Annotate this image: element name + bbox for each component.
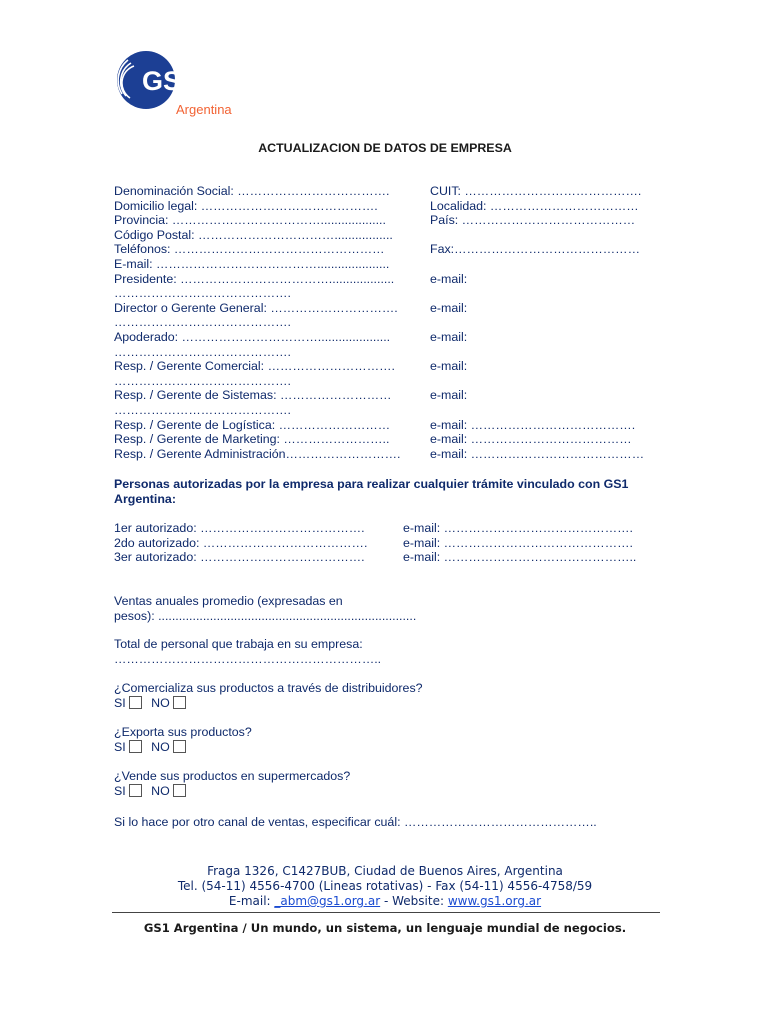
left-field-line: Resp. / Gerente de Logística: ………………………	[114, 417, 391, 432]
left-field-line: …………………………………….	[114, 286, 291, 301]
right-field-line: e-mail: …………………………………	[430, 432, 632, 447]
question-supermarkets	[114, 769, 350, 798]
authorized-emails	[403, 521, 636, 565]
right-field-line	[430, 374, 644, 389]
right-field-line	[430, 315, 644, 330]
yes-checkbox[interactable]	[129, 696, 142, 709]
left-field-line: Denominación Social: ……………………………….	[114, 184, 390, 198]
left-field-line: Resp. / Gerente Administración……………………….	[114, 446, 401, 461]
left-field-line: …………………………………….	[114, 373, 291, 388]
authorized-name: 2do autorizado: ………………………………….	[114, 535, 368, 550]
yes-label: SI	[114, 783, 126, 798]
staff-count-blank: ………………………………………………………..	[114, 651, 382, 666]
no-checkbox[interactable]	[173, 784, 186, 797]
gs1-logo	[112, 50, 242, 118]
gs1-logo-icon	[112, 50, 242, 118]
annual-sales-blank: pesos): ...........................................................................	[114, 608, 417, 623]
right-field-line: e-mail: ………………………………….	[430, 417, 636, 432]
left-field-line: Resp. / Gerente Comercial: ………………………….	[114, 359, 395, 374]
authorized-email: e-mail: ………………………………………..	[403, 550, 637, 565]
no-label: NO	[151, 739, 170, 754]
annual-sales	[114, 594, 416, 623]
no-checkbox[interactable]	[173, 740, 186, 753]
left-fields	[114, 184, 400, 461]
other-channel: Si lo hace por otro canal de ventas, especificar cuál: ………………………………………..	[114, 815, 597, 829]
right-fields	[430, 184, 644, 461]
footer-email-link[interactable]: _abm@gs1.org.ar	[274, 894, 381, 908]
left-field-line: Provincia: ………………………………...................	[114, 213, 386, 228]
left-field-line: Teléfonos: ……………………………………………	[114, 242, 385, 257]
yes-checkbox[interactable]	[129, 740, 142, 753]
footer-phones: Tel. (54-11) 4556-4700 (Lineas rotativas) - Fax (54-11) 4556-4758/59	[177, 879, 593, 893]
left-field-line: Domicilio legal: …………………………………….	[114, 198, 378, 213]
right-field-line: Localidad: ………………………………	[430, 198, 639, 213]
authorized-names	[114, 521, 367, 565]
right-field-line	[430, 403, 644, 418]
right-field-line: e-mail:	[430, 329, 468, 344]
no-label: NO	[151, 783, 170, 798]
staff-count	[114, 637, 381, 666]
authorized-email: e-mail: ……………………………………….	[403, 535, 633, 550]
left-field-line: Resp. / Gerente de Sistemas: ………………………	[114, 388, 392, 403]
left-field-line: …………………………………….	[114, 315, 291, 330]
yes-label: SI	[114, 695, 126, 710]
yes-checkbox[interactable]	[129, 784, 142, 797]
right-field-line: e-mail:	[430, 359, 468, 374]
left-field-line: Presidente: ………………………………...................	[114, 271, 395, 286]
right-field-line: e-mail:	[430, 300, 468, 315]
logo-wordmark: GS1	[142, 66, 197, 96]
authorized-email: e-mail: ……………………………………….	[403, 521, 633, 535]
right-field-line	[430, 257, 644, 272]
tagline: GS1 Argentina / Un mundo, un sistema, un lenguaje mundial de negocios.	[143, 921, 627, 935]
authorized-name: 1er autorizado: ………………………………….	[114, 521, 365, 535]
left-field-line: …………………………………….	[114, 402, 291, 417]
right-field-line: e-mail:	[430, 271, 468, 286]
left-field-line: Resp. / Gerente de Marketing: ……………………..	[114, 432, 390, 447]
left-field-line: Código Postal: …………………………….................	[114, 227, 393, 242]
footer-divider	[112, 912, 660, 913]
right-field-line: e-mail: ……………………………………	[430, 446, 645, 461]
question-text: ¿Exporta sus productos?	[114, 725, 252, 739]
right-field-line	[430, 286, 644, 301]
right-field-line: País: ……………………………………	[430, 213, 636, 228]
footer-website-link[interactable]: www.gs1.org.ar	[447, 894, 542, 908]
no-label: NO	[151, 695, 170, 710]
left-field-line: E-mail: ………………………………….....................	[114, 256, 390, 271]
left-field-line: Apoderado: …………………………….....................	[114, 329, 391, 344]
right-field-line: Fax:………………………………………	[430, 242, 640, 257]
right-field-line: e-mail:	[430, 388, 468, 403]
right-field-line	[430, 228, 644, 243]
authorized-heading: Personas autorizadas por la empresa para realizar cualquier trámite vinculado con GS1 Argentina:	[114, 477, 629, 506]
annual-sales-label: Ventas anuales promedio (expresadas en	[114, 594, 343, 608]
yes-label: SI	[114, 739, 126, 754]
question-export	[114, 725, 252, 754]
left-field-line: …………………………………….	[114, 344, 291, 359]
no-checkbox[interactable]	[173, 696, 186, 709]
question-distributors	[114, 681, 423, 710]
footer-contact	[0, 894, 770, 909]
question-text: ¿Comercializa sus productos a través de distribuidores?	[114, 681, 423, 695]
right-field-line: CUIT: …………………………………….	[430, 184, 642, 198]
left-field-line: Director o Gerente General: ………………………….	[114, 300, 398, 315]
question-text: ¿Vende sus productos en supermercados?	[114, 769, 351, 783]
footer-email-prefix: E-mail:	[228, 894, 275, 908]
form-title: ACTUALIZACION DE DATOS DE EMPRESA	[258, 141, 512, 155]
authorized-name: 3er autorizado: ………………………………….	[114, 550, 365, 565]
staff-count-label: Total de personal que trabaja en su empresa:	[114, 637, 363, 651]
right-field-line	[430, 345, 644, 360]
footer-website-prefix: - Website:	[380, 894, 448, 908]
footer-address: Fraga 1326, C1427BUB, Ciudad de Buenos Aires, Argentina	[207, 864, 563, 878]
logo-country: Argentina	[176, 102, 232, 117]
